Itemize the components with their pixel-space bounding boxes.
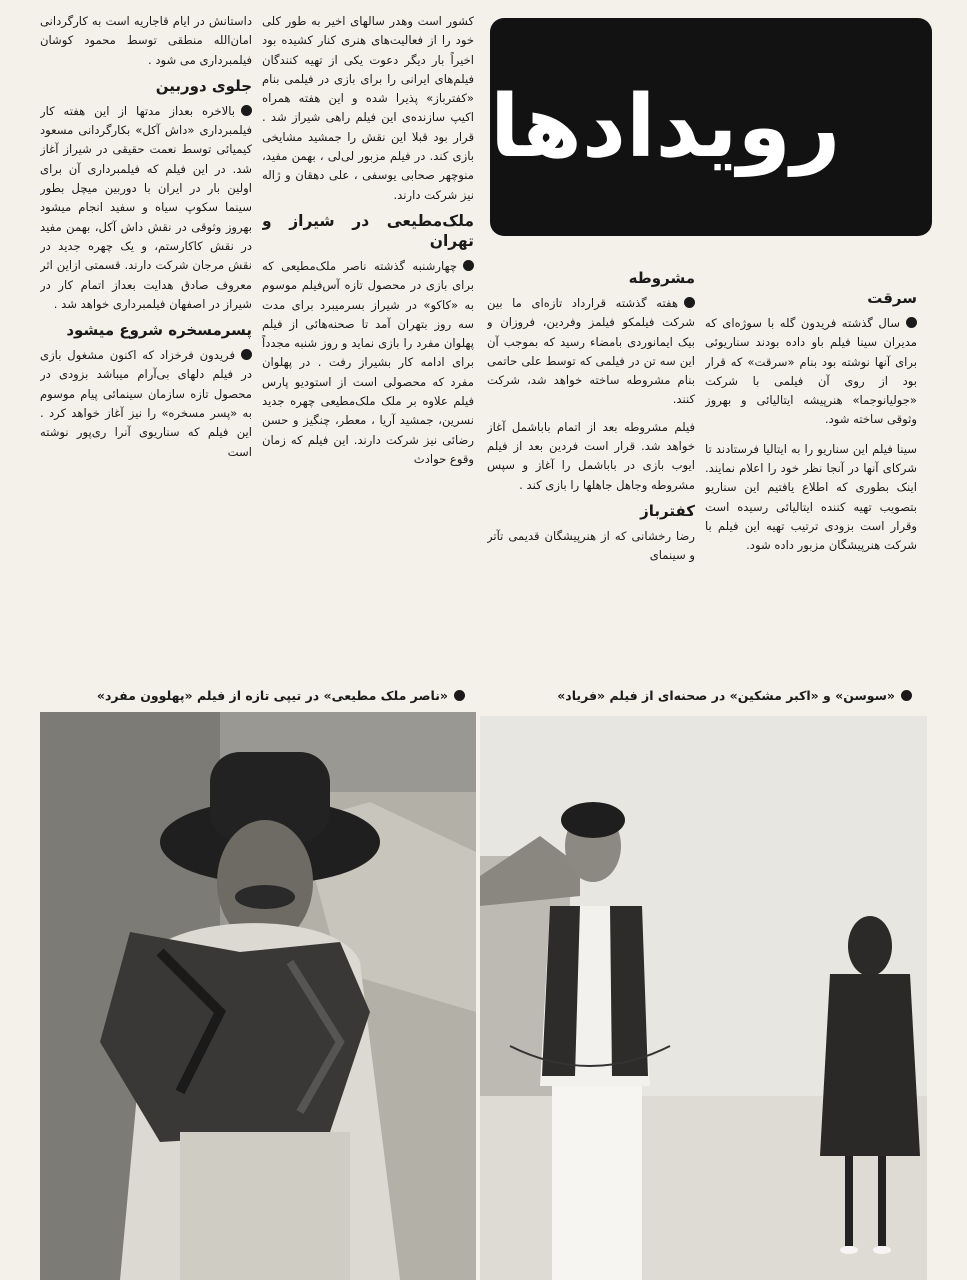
bullet-icon	[454, 690, 465, 701]
article-serqat-p2: سینا فیلم این سناریو را به ایتالیا فرستادند تا شرکای آنها در آنجا نظر خود را اعلام نمایند. اینک بطوری که اطلاع یافتیم این سناریو بتصویب تهیه کننده ایتالیائی رسیده است وقرار است بزودی ترتیب تهیه این فیلم با شرکت هنرپیشگان مزبور داده شود.	[705, 441, 917, 553]
caption-left: «ناصر ملک مطیعی» در تیپی تازه از فیلم «پهلوون مفرد»	[70, 688, 465, 703]
article-mashrooteh-p1: هفته گذشته قرارداد تازه‌ای ما بین شرکت فیلمکو فیلمز وفردین، فروزان و بیک ایمانوردی بامضاء رسید که بموجب آن این سه تن در فیلمی که توسط علی حاتمی بنام مشروطه ساخته خواهد شد، شرکت کنند.	[487, 296, 695, 407]
article-malek-motiee-p1: چهارشنبه گذشته ناصر ملک‌مطیعی که برای بازی در محصول تازه آس‌فیلم موسوم به «کاکو» در شیراز بسرمیبرد برای مدت سه روز بتهران آمد تا صحنه‌هائی از فیلم پهلوان مفرد را بازی نماید و روز شنبه مجدداً برای ادامه کار بشیراز رفت . در پهلوان مفرد که محصولی است از استودیو پارس فیلم علاوه بر ملک ملک‌مطیعی چهره جدید نسرین، جمشید آریا ، معطر، چنگیز و حسن رضائی نیز شرکت دارند. این فیلم که زمان وقوع حوادث	[262, 258, 474, 466]
column-3	[487, 262, 695, 682]
bullet-icon	[241, 105, 252, 116]
heading-mashrooteh: مشروطه	[628, 269, 695, 287]
bullet-icon	[241, 349, 252, 360]
bullet-icon	[684, 297, 695, 308]
photo-left	[40, 712, 476, 1280]
section-title-box	[490, 18, 932, 236]
column-4	[705, 282, 917, 682]
article-kaftarbaz-p1: رضا رخشانی که از هنرپیشگان قدیمی تآتر و سینمای	[487, 528, 695, 563]
photo-right	[480, 716, 927, 1280]
article-mashrooteh-p2: فیلم مشروطه بعد از اتمام باباشمل آغاز خواهد شد. قرار است فردین بعد از فیلم ایوب بازی در باباشمل را آغاز و سپس مشروطه وجاهل جاهلها را بازی کند .	[487, 419, 695, 492]
article-col1-top: داستانش در ایام قاجاریه است به کارگردانی امان‌الله منطقی توسط محمود کوشان فیلمبرداری می شود .	[40, 14, 252, 67]
photo-right-figure	[480, 716, 927, 1280]
column-2	[262, 12, 474, 680]
bullet-icon	[463, 260, 474, 271]
heading-jeloye-doorbin: جلوی دوربین	[155, 76, 252, 95]
article-pesar-p1: فریدون فرخزاد که اکنون مشغول بازی در فیلم دلهای بی‌آرام میباشد بزودی در محصول تازه سازمان سینمائی پیام موسوم به «پسر مسخره» را نیز آغاز خواهد کرد . این فیلم که سناریوی آنرا ری‌پور نوشته است	[40, 348, 252, 459]
heading-pesar-maskhareh: پسرمسخره شروع میشود	[66, 321, 252, 340]
heading-kaftarbaz: کفترباز	[640, 501, 695, 520]
photo-left-figure	[40, 712, 476, 1280]
caption-right: «سوسن» و «اکبر مشکین» در صحنه‌ای از فیلم «فریاد»	[482, 688, 912, 703]
article-serqat-p1: سال گذشته فریدون گله با سوژه‌ای که مدیران سینا فیلم باو داده بودند سناریوئی برای آنها نوشته بود بنام «سرقت» که قرار بود از روی آن فیلمی با شرکت «جولیانوجما» هنرپیشه ایتالیائی و بهروز وثوقی ساخته شود.	[705, 316, 917, 427]
heading-malek-motiee: ملک‌مطیعی در شیراز و تهران	[262, 211, 474, 250]
article-doorbin-p1: بالاخره بعداز مدتها از این هفته کار فیلمبرداری «داش آکل» بکارگردانی مسعود کیمیائی توسط نعمت حقیقی در شیراز آغاز شد. در این فیلم که فیلمبرداری آن برای اولین بار در ایران با دوربین میچل بطور سینما سکوپ سیاه و سفید انجام میشود بهروز وثوقی در نقش داش آکل، بهمن مفید در نقش کاکارستم، و یک چهره جدید در نقش مرجان شرکت دارند. قسمتی ازاین اثر معروف صادق هدایت بعداز اتمام کار در شیراز در اصفهان فیلمبرداری خواهد شد .	[40, 103, 252, 311]
column-1	[40, 12, 252, 680]
section-title: رویدادها	[490, 77, 841, 177]
heading-serqat: سرقت	[867, 289, 917, 307]
bullet-icon	[906, 317, 917, 328]
article-col2-top: کشور است وهدر سالهای اخیر به طور کلی خود را از فعالیت‌های هنری کنار کشیده بود اخیراً بار دیگر دعوت یکی از تهیه کنندگان فیلم‌های ایرانی را برای بازی در فیلمی بنام «کفترباز» پذیرا شده و این هفته همراه اکیپ سازنده‌ی این فیلم راهی شیراز شد . قرار بود قبلا این نقش را جمشید مشایخی بازی کند. در فیلم مزبور لی‌لی ، بهمن مفید، منوچهر صحابی یوسفی ، علی دهقان و ژاله نیز شرکت دارند.	[262, 14, 474, 202]
bullet-icon	[901, 690, 912, 701]
